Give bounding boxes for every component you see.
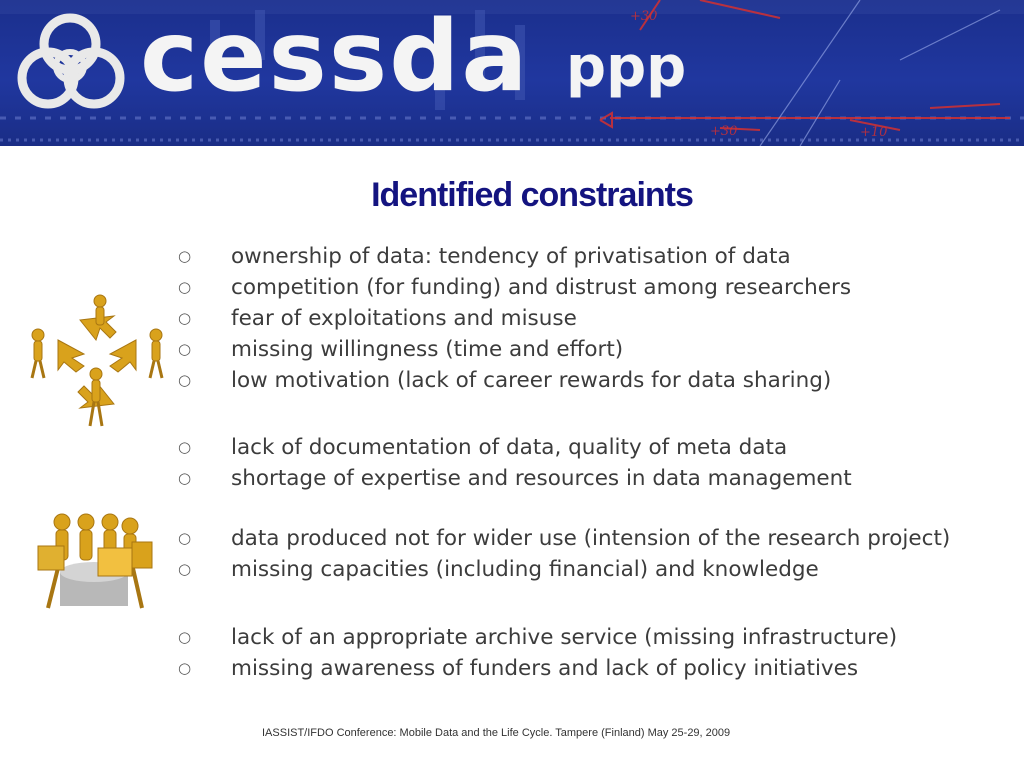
four-figures-arrows-icon	[28, 292, 166, 432]
bullet-icon: ○	[178, 659, 192, 677]
svg-text:+30: +30	[630, 9, 658, 24]
svg-text:+30: +30	[710, 124, 738, 139]
bullet-icon: ○	[178, 340, 192, 358]
bullet-icon: ○	[178, 628, 192, 646]
svg-text:+10: +10	[860, 125, 888, 140]
bullet-icon: ○	[178, 247, 192, 265]
logo-emblem-icon	[22, 18, 120, 104]
bullet-icon: ○	[178, 309, 192, 327]
bullet-icon: ○	[178, 469, 192, 487]
slide-footer: IASSIST/IFDO Conference: Mobile Data and the Life Cycle. Tampere (Finland) May 25-29, 2009	[262, 727, 731, 739]
header-banner	[0, 0, 1024, 146]
bullet-icon: ○	[178, 371, 192, 389]
logo-wordmark: cessda	[140, 0, 530, 114]
slide-title: Identified constraints	[371, 176, 693, 214]
bullet-icon: ○	[178, 560, 192, 578]
team-at-computers-icon	[32, 512, 158, 614]
logo-suffix: ppp	[566, 35, 687, 100]
bullet-icon: ○	[178, 438, 192, 456]
bullet-icon: ○	[178, 278, 192, 296]
bullet-icon: ○	[178, 529, 192, 547]
